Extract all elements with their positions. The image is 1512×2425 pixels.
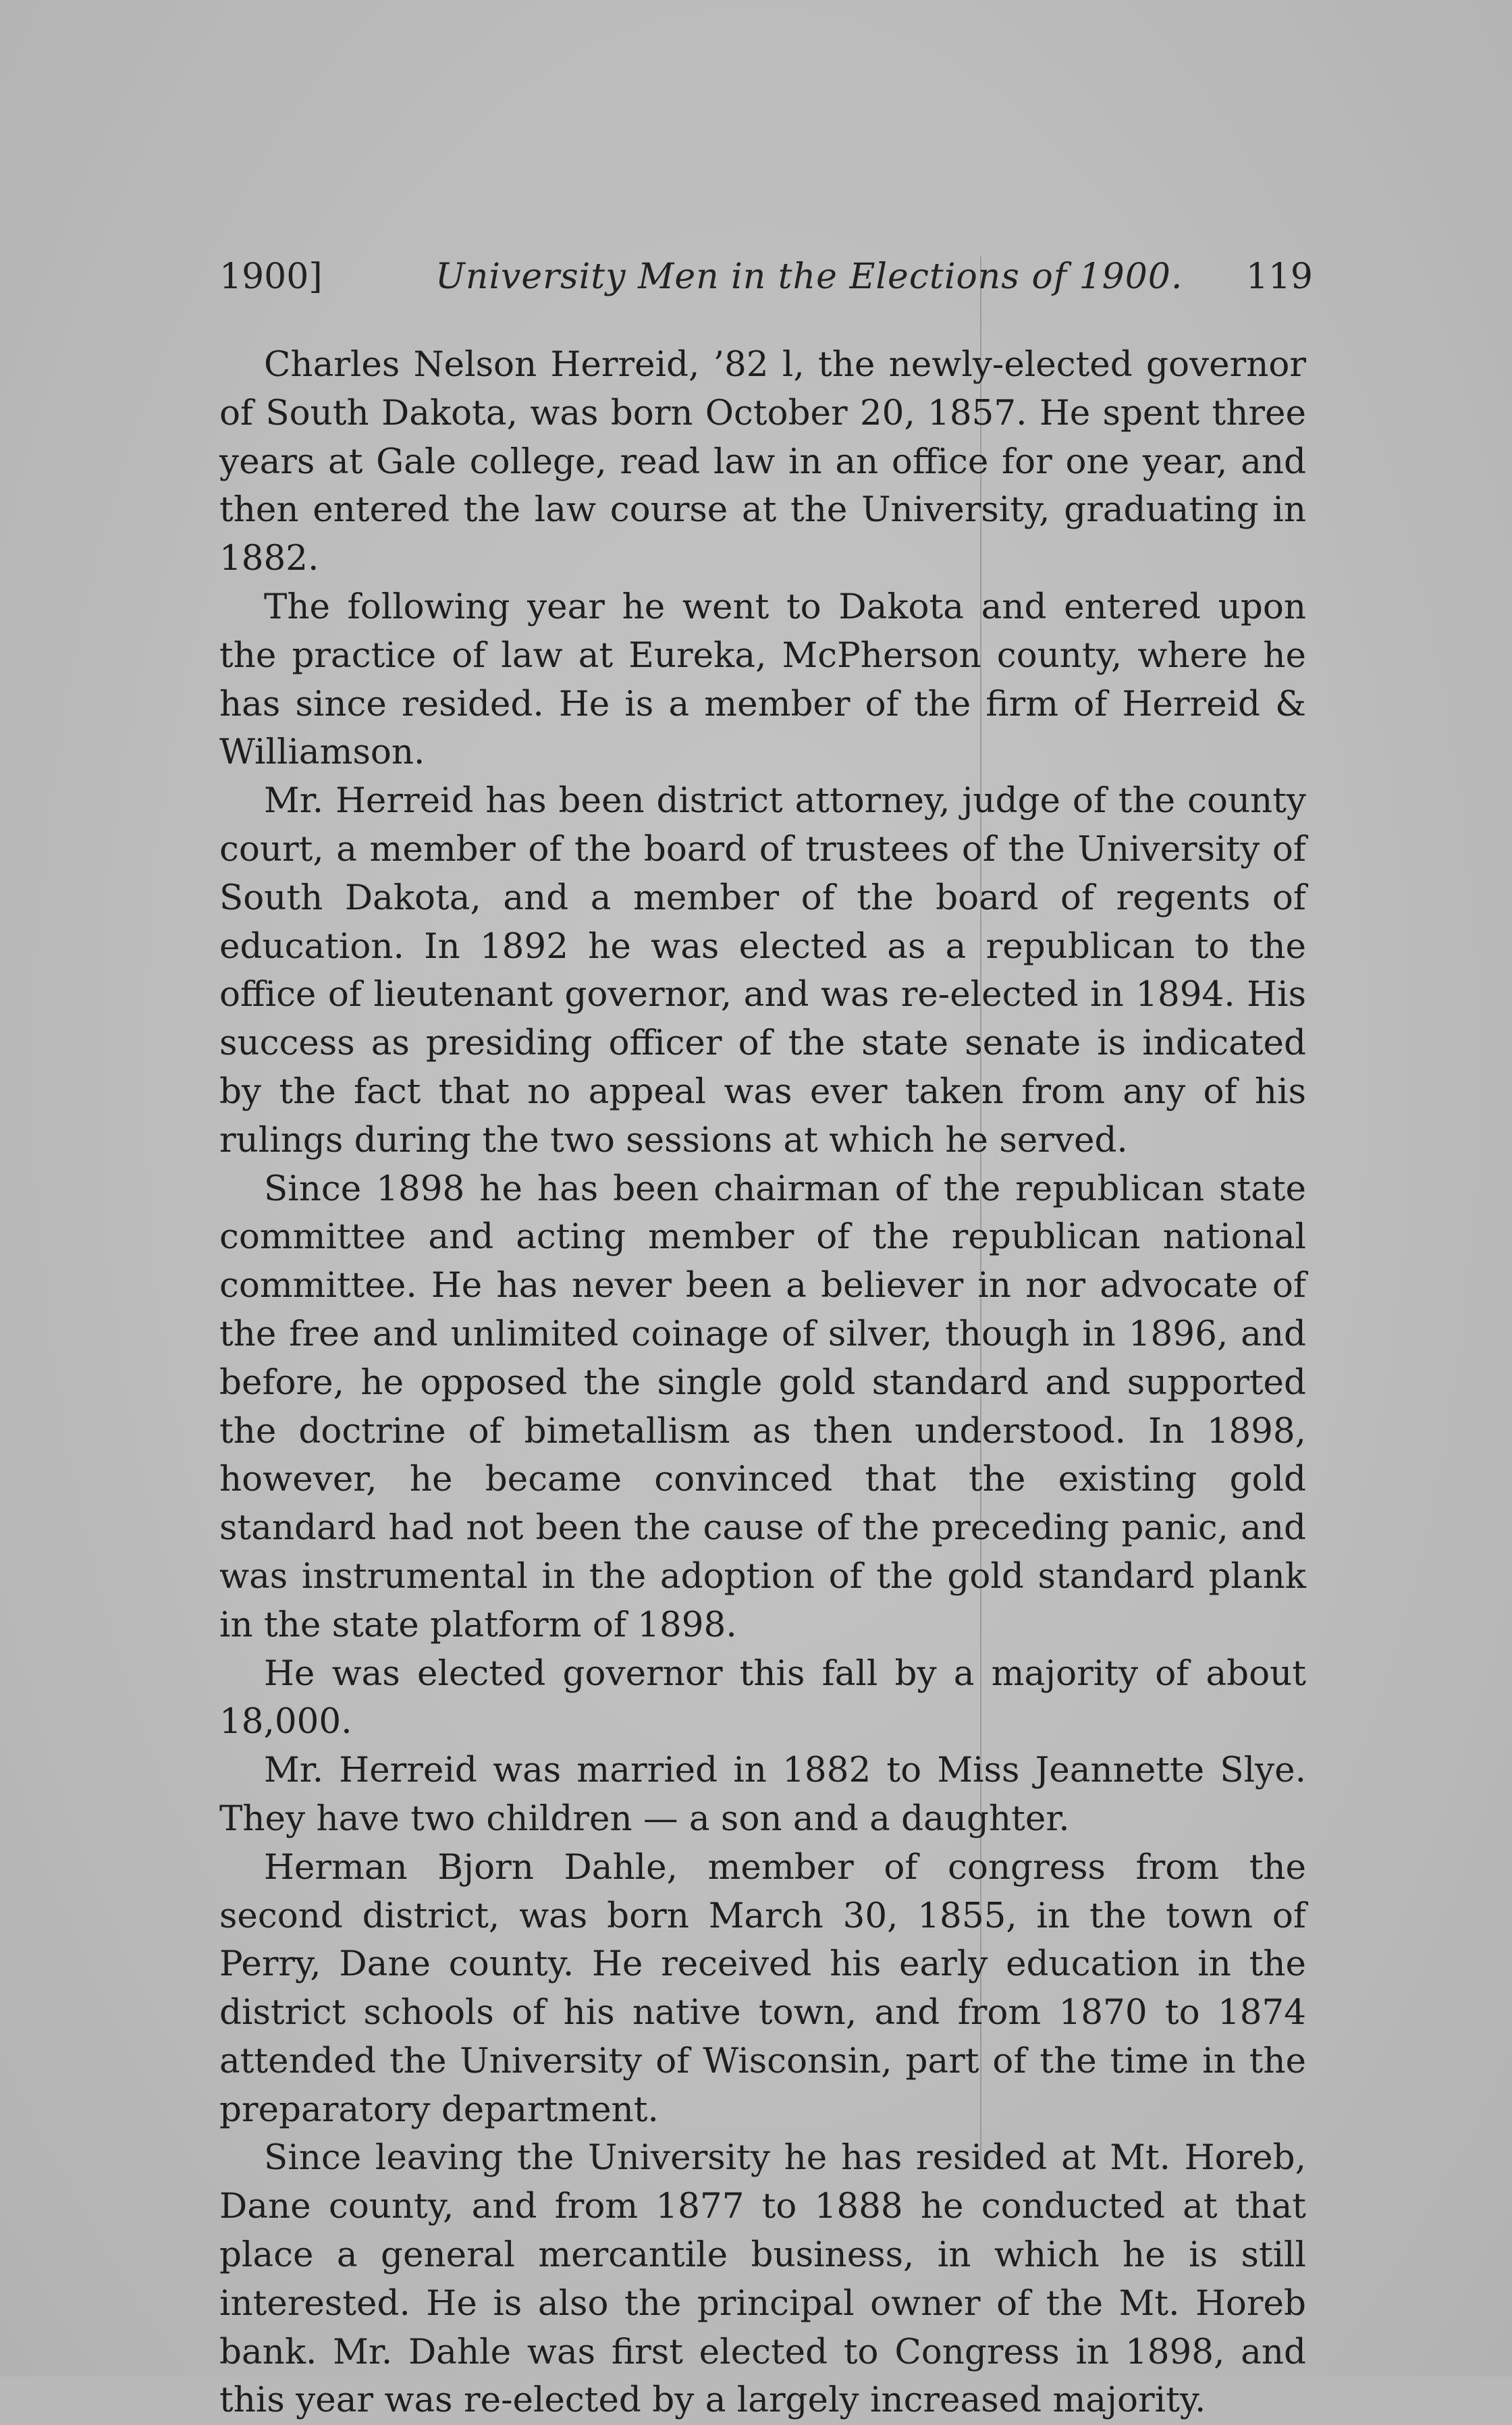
paragraph-dahle-career: Since leaving the University he has resided at Mt. Horeb, Dane county, and from 1877 to 1888 he conducted at that place a general mercantile business, in which he is still interested. He is also the principal owner of the Mt. Horeb bank. Mr. Dahle was first elected to Congress in 1898, and this year was re-elected by a largely increased majority. [219,2137,1306,2421]
paragraph-herreid-marriage: Mr. Herreid was married in 1882 to Miss Jeannette Slye. They have two children — a son and a daughter. [219,1750,1306,1839]
paragraph-herreid-offices: Mr. Herreid has been district attorney, judge of the county court, a member of the board of trustees of the University of South Dakota, and a member of the board of regents of education. In 1892 he was elected as a republican to the office of lieutenant governor, and was re-elected in 1894. His success as presiding officer of the state senate is indicated by the fact that no appeal was ever taken from any of his rulings during the two sessions at which he served. [219,780,1306,1161]
page-number: 119 [1245,257,1313,297]
header-title: University Men in the Elections of 1900. [435,257,1183,297]
paragraph-herreid-election: He was elected governor this fall by a majority of about 18,000. [219,1653,1306,1742]
paragraph-herreid-dakota: The following year he went to Dakota and entered upon the practice of law at Eureka, McPherson county, where he has since resided. He is a member of the firm of Herreid & Williamson. [219,586,1306,773]
header-year: 1900] [219,257,323,297]
paragraph-herreid-committee: Since 1898 he has been chairman of the republican state committee and acting member of the republican national committee. He has never been a believer in nor advocate of the free and unlimited coinage of silver, though in 1896, and before, he opposed the single gold standard and supported the doctrine of bimetallism as then understood. In 1898, however, he became convinced that the existing gold standard had not been the cause of the preceding panic, and was instrumental in the adoption of the gold standard plank in the state platform of 1898. [219,1168,1306,1645]
paragraph-herreid-intro: Charles Nelson Herreid, ’82 l, the newly-elected governor of South Dakota, was born October 20, 1857. He spent three years at Gale college, read law in an office for one year, and then entered the law course at the University, graduating in 1882. [219,344,1306,579]
running-header [219,257,1313,317]
body-text [219,341,1306,2425]
paragraph-dahle-intro: Herman Bjorn Dahle, member of congress from the second district, was born March 30, 1855, in the town of Perry, Dane county. He received his early education in the district schools of his native town, and from 1870 to 1874 attended the University of Wisconsin, part of the time in the preparatory department. [219,1846,1306,2130]
